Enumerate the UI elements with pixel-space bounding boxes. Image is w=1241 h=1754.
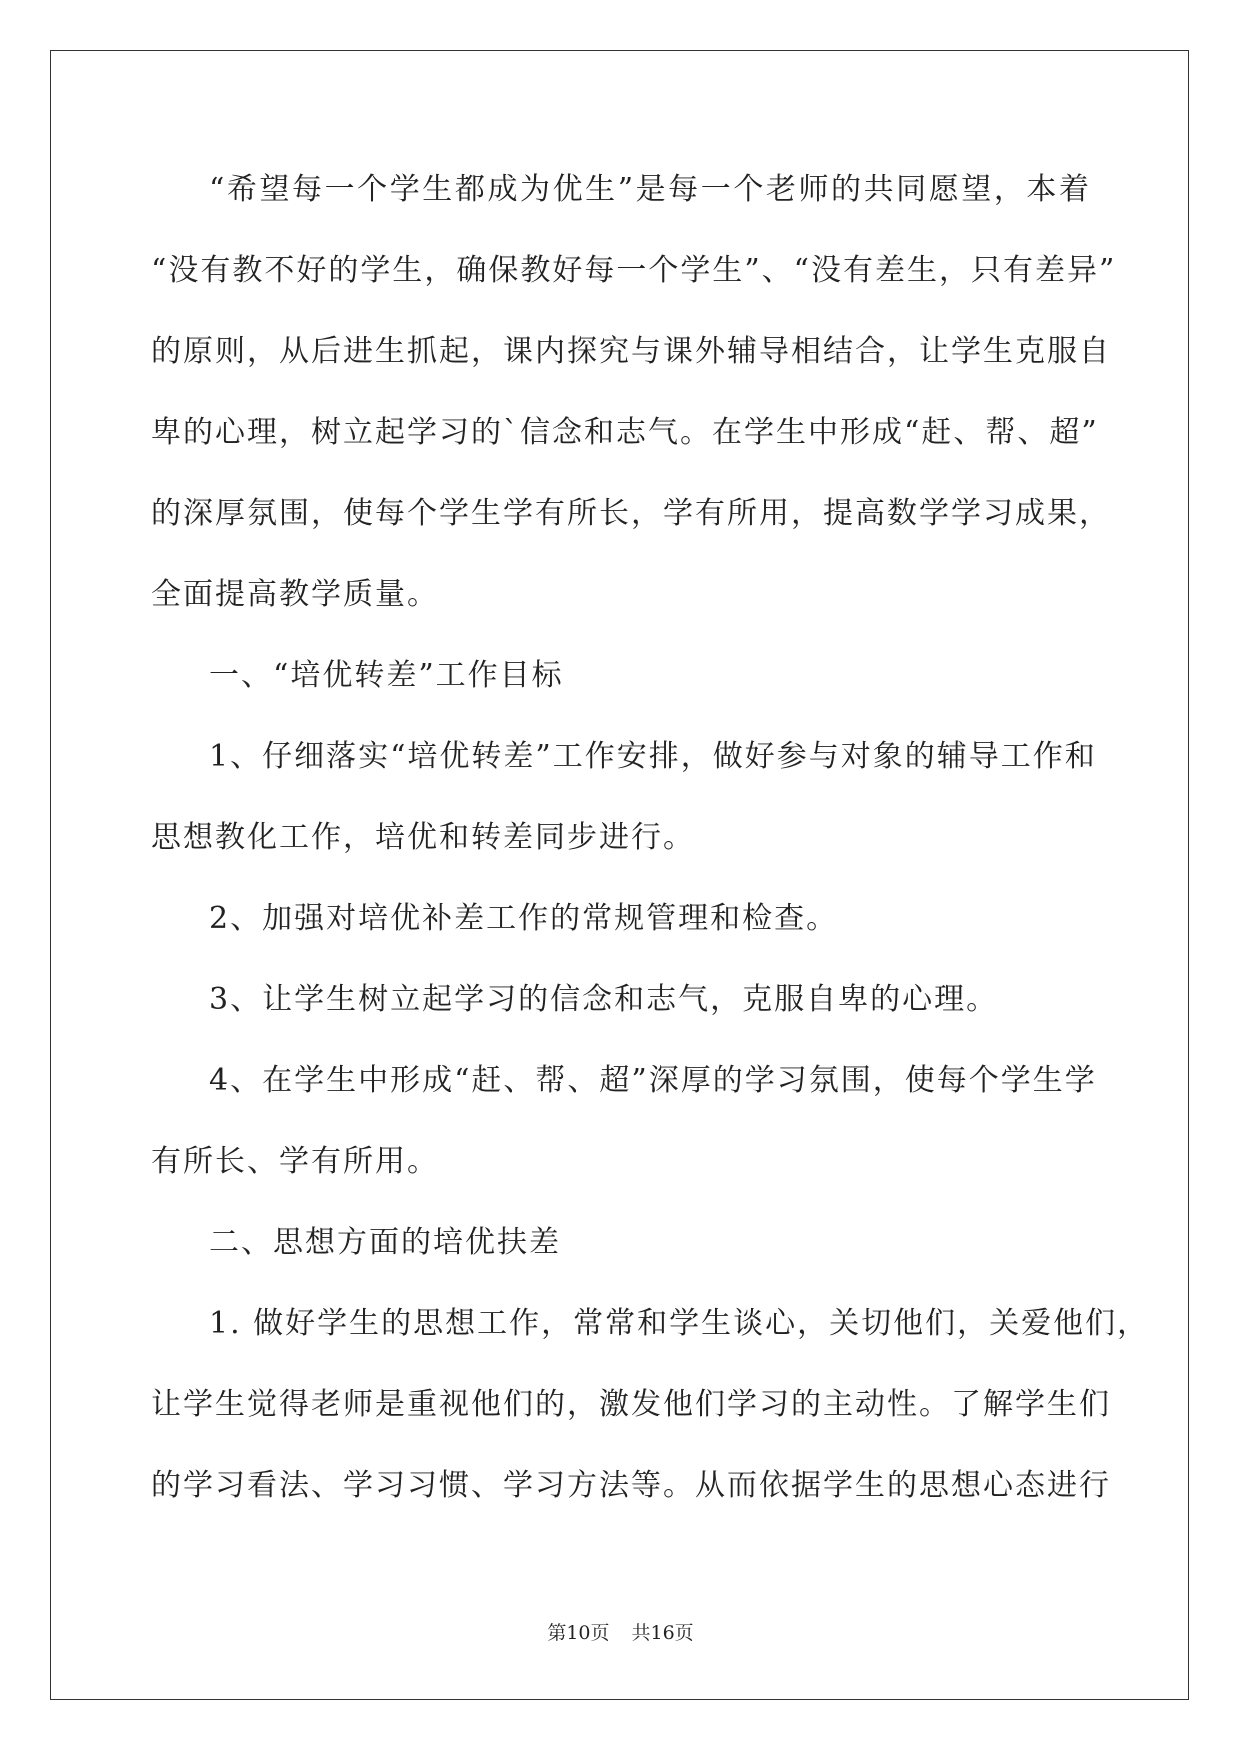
text-line: 1、仔细落实“培优转差”工作安排，做好参与对象的辅导工作和 (209, 739, 1097, 774)
text-line: 卑的心理，树立起学习的`信念和志气。在学生中形成“赶、帮、超” (151, 415, 1099, 450)
text-line: 思想教化工作，培优和转差同步进行。 (151, 820, 695, 855)
text-line: 2、加强对培优补差工作的常规管理和检查。 (209, 901, 839, 936)
text-line: 的原则，从后进生抓起，课内探究与课外辅导相结合，让学生克服自 (151, 334, 1111, 369)
text-line: 一、“培优转差”工作目标 (209, 658, 564, 693)
text-line: 1. 做好学生的思想工作，常常和学生谈心，关切他们，关爱他们， (209, 1306, 1150, 1341)
text-line: 二、思想方面的培优扶差 (209, 1225, 561, 1260)
text-line: 有所长、学有所用。 (151, 1144, 439, 1179)
text-line: 3、让学生树立起学习的信念和志气，克服自卑的心理。 (209, 982, 999, 1017)
text-line: 的深厚氛围，使每个学生学有所长，学有所用，提高数学学习成果， (151, 496, 1111, 531)
text-line: 4、在学生中形成“赶、帮、超”深厚的学习氛围，使每个学生学 (209, 1063, 1097, 1098)
text-line: “没有教不好的学生，确保教好每一个学生”、“没有差生，只有差异” (151, 253, 1117, 288)
text-line: 让学生觉得老师是重视他们的，激发他们学习的主动性。了解学生们 (151, 1387, 1111, 1422)
text-line: 全面提高教学质量。 (151, 577, 439, 612)
total-pages-label: 共16页 (631, 1622, 694, 1644)
text-line: 的学习看法、学习习惯、学习方法等。从而依据学生的思想心态进行 (151, 1468, 1111, 1503)
current-page-label: 第10页 (547, 1622, 610, 1644)
text-line: “希望每一个学生都成为优生”是每一个老师的共同愿望，本着 (209, 172, 1091, 207)
page-footer (0, 1618, 1241, 1645)
document-body (151, 166, 1150, 1543)
